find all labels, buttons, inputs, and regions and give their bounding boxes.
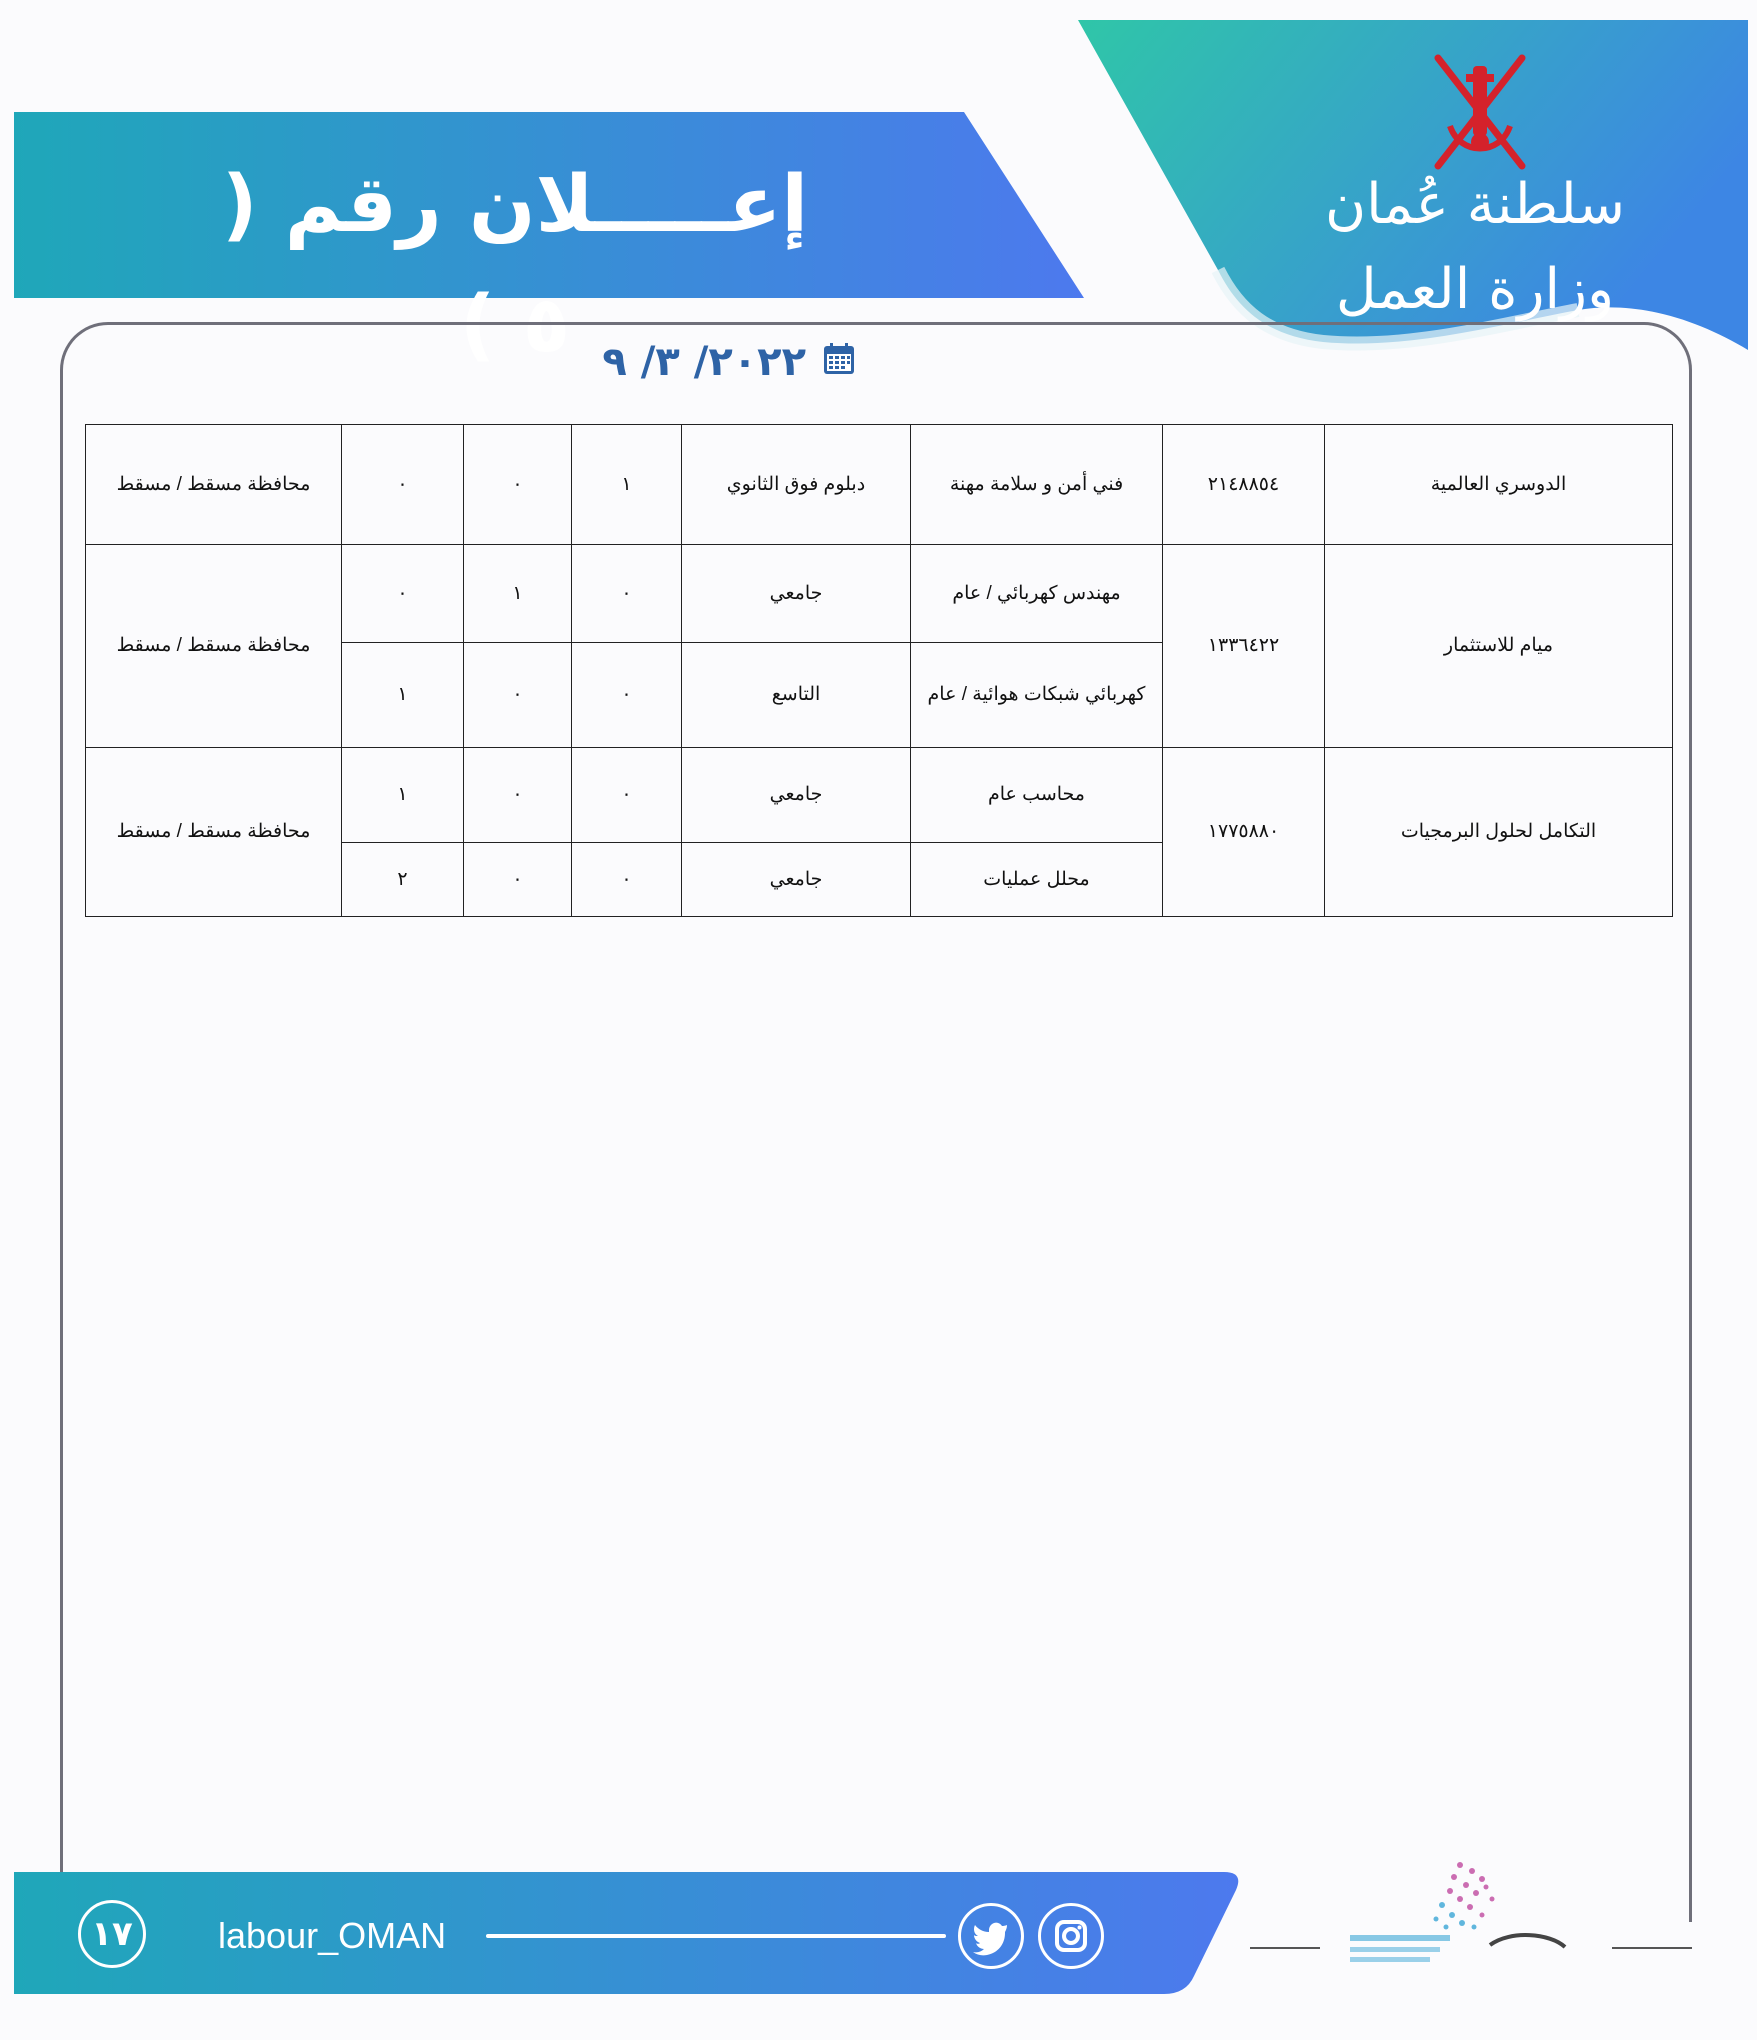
count-cell: ٠ [464, 643, 572, 748]
page-title: إعـــــلان رقم ( ٥ ) [221, 160, 809, 370]
calendar-icon [822, 342, 856, 376]
instagram-button[interactable] [1038, 1903, 1104, 1969]
table-row [86, 748, 1673, 843]
qualification: جامعي [682, 843, 911, 917]
company-name: الدوسري العالمية [1325, 425, 1673, 545]
count-cell: ١ [342, 748, 464, 843]
footer-divider [486, 1934, 946, 1938]
count-cell: ١ [342, 643, 464, 748]
qualification: دبلوم فوق الثانوي [682, 425, 911, 545]
count-cell: ٠ [342, 425, 464, 545]
qualification: التاسع [682, 643, 911, 748]
location: محافظة مسقط / مسقط [86, 425, 342, 545]
company-number: ١٧٧٥٨٨٠ [1163, 748, 1325, 917]
oman-vision-2040-logo [1310, 1835, 1630, 1995]
location: محافظة مسقط / مسقط [86, 545, 342, 748]
instagram-icon [1041, 1906, 1101, 1966]
table-row [86, 545, 1673, 643]
location: محافظة مسقط / مسقط [86, 748, 342, 917]
twitter-icon [961, 1906, 1021, 1966]
count-cell: ٠ [572, 748, 682, 843]
job-title: محاسب عام [911, 748, 1163, 843]
company-name: التكامل لحلول البرمجيات [1325, 748, 1673, 917]
sultanate-name-logo: سلطنة عُمان [1324, 172, 1626, 237]
company-number: ١٣٣٦٤٢٢ [1163, 545, 1325, 748]
twitter-button[interactable] [958, 1903, 1024, 1969]
ministry-name-logo: وزارة العمل [1335, 257, 1615, 322]
count-cell: ٠ [572, 843, 682, 917]
job-title: كهربائي شبكات هوائية / عام [911, 643, 1163, 748]
count-cell: ٠ [572, 545, 682, 643]
jobs-table [85, 424, 1673, 917]
social-handle[interactable]: labour_OMAN [218, 1915, 447, 1956]
date-text: ٢٠٢٢/ ٣/ ٩ [602, 339, 806, 385]
table-row [86, 425, 1673, 545]
count-cell: ١ [464, 545, 572, 643]
announcement-date [560, 336, 880, 388]
count-cell: ٠ [572, 643, 682, 748]
qualification: جامعي [682, 545, 911, 643]
count-cell: ٢ [342, 843, 464, 917]
job-title: فني أمن و سلامة مهنة [911, 425, 1163, 545]
company-name: ميام للاستثمار [1325, 545, 1673, 748]
company-number: ٢١٤٨٨٥٤ [1163, 425, 1325, 545]
count-cell: ٠ [342, 545, 464, 643]
count-cell: ١ [572, 425, 682, 545]
count-cell: ٠ [464, 425, 572, 545]
job-title: مهندس كهربائي / عام [911, 545, 1163, 643]
qualification: جامعي [682, 748, 911, 843]
job-title: محلل عمليات [911, 843, 1163, 917]
page-number: ١٧ [78, 1900, 146, 1968]
count-cell: ٠ [464, 748, 572, 843]
count-cell: ٠ [464, 843, 572, 917]
